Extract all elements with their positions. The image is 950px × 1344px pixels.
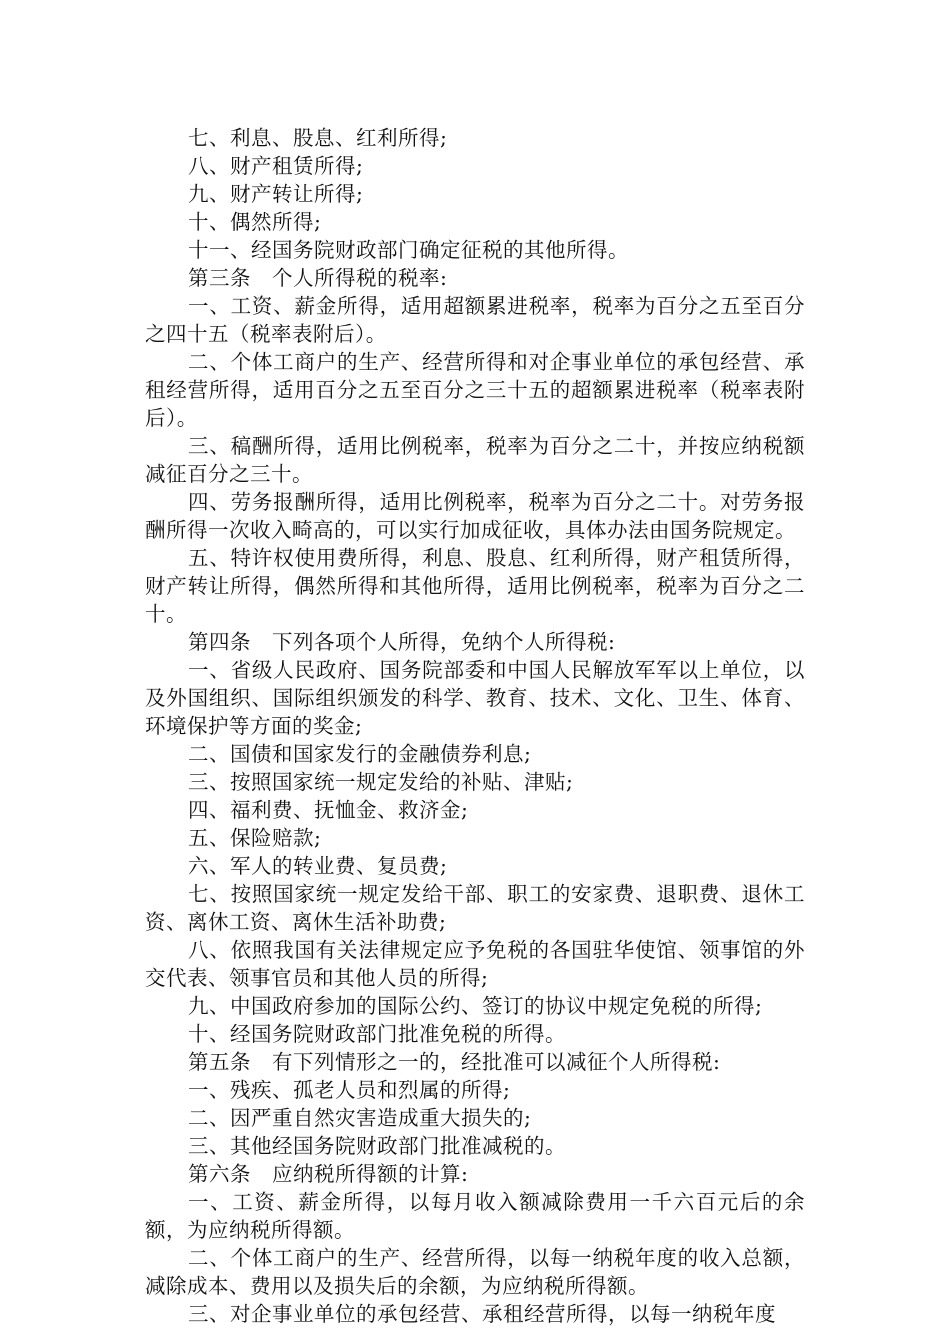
article-heading: 第四条 下列各项个人所得，免纳个人所得税: <box>188 630 616 654</box>
paragraph: 一、工资、薪金所得，以每月收入额减除费用一千六百元后的余额，为应纳税所得额。 <box>145 1190 805 1242</box>
paragraph: 一、省级人民政府、国务院部委和中国人民解放军军以上单位，以及外国组织、国际组织颁发的科学、教育、技术、文化、卫生、体育、环境保护等方面的奖金; <box>145 658 805 738</box>
paragraph: 四、福利费、抚恤金、救济金; <box>188 798 469 822</box>
article-heading: 第五条 有下列情形之一的，经批准可以减征个人所得税: <box>188 1050 721 1074</box>
article-heading: 第三条 个人所得税的税率: <box>188 266 448 290</box>
paragraph: 四、劳务报酬所得，适用比例税率，税率为百分之二十。对劳务报酬所得一次收入畸高的，可以实行加成征收，具体办法由国务院规定。 <box>145 490 805 542</box>
paragraph: 十一、经国务院财政部门确定征税的其他所得。 <box>188 238 630 262</box>
paragraph: 五、保险赔款; <box>188 826 322 850</box>
paragraph: 十、偶然所得; <box>188 210 322 234</box>
paragraph: 三、其他经国务院财政部门批准减税的。 <box>188 1134 567 1158</box>
paragraph: 八、依照我国有关法律规定应予免税的各国驻华使馆、领事馆的外交代表、领事官员和其他人员的所得; <box>145 938 805 990</box>
paragraph: 九、中国政府参加的国际公约、签订的协议中规定免税的所得; <box>188 994 763 1018</box>
paragraph: 一、工资、薪金所得，适用超额累进税率，税率为百分之五至百分之四十五（税率表附后）。 <box>145 294 805 346</box>
paragraph: 二、国债和国家发行的金融债券利息; <box>188 742 532 766</box>
paragraph: 七、利息、股息、红利所得; <box>188 126 448 150</box>
document-body <box>145 124 805 1328</box>
paragraph: 六、军人的转业费、复员费; <box>188 854 448 878</box>
paragraph: 三、按照国家统一规定发给的补贴、津贴; <box>188 770 574 794</box>
paragraph: 一、残疾、孤老人员和烈属的所得; <box>188 1078 511 1102</box>
paragraph: 九、财产转让所得; <box>188 182 364 206</box>
paragraph: 二、个体工商户的生产、经营所得，以每一纳税年度的收入总额，减除成本、费用以及损失后的余额，为应纳税所得额。 <box>145 1246 805 1298</box>
paragraph: 三、稿酬所得，适用比例税率，税率为百分之二十，并按应纳税额减征百分之三十。 <box>145 434 805 486</box>
paragraph: 五、特许权使用费所得，利息、股息、红利所得，财产租赁所得，财产转让所得，偶然所得和其他所得，适用比例税率，税率为百分之二十。 <box>145 546 805 626</box>
article-heading: 第六条 应纳税所得额的计算: <box>188 1162 469 1186</box>
paragraph: 三、对企事业单位的承包经营、承租经营所得，以每一纳税年度 <box>188 1302 777 1326</box>
paragraph: 七、按照国家统一规定发给干部、职工的安家费、退职费、退休工资、离休工资、离休生活补助费; <box>145 882 805 934</box>
paragraph: 十、经国务院财政部门批准免税的所得。 <box>188 1022 567 1046</box>
paragraph: 二、因严重自然灾害造成重大损失的; <box>188 1106 532 1130</box>
paragraph: 八、财产租赁所得; <box>188 154 364 178</box>
paragraph: 二、个体工商户的生产、经营所得和对企事业单位的承包经营、承租经营所得，适用百分之五至百分之三十五的超额累进税率（税率表附后）。 <box>145 350 805 430</box>
